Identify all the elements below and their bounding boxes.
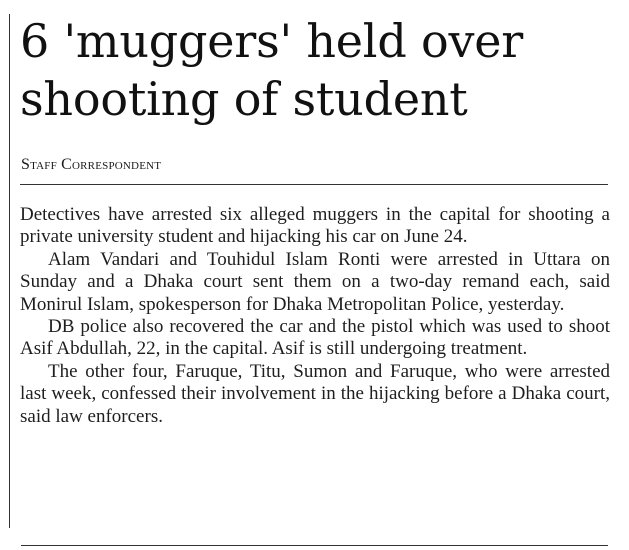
article-body — [20, 204, 610, 428]
headline-line-1: 6 'muggers' held over — [20, 14, 524, 68]
headline-line-2: shooting of student — [20, 72, 468, 126]
paragraph-1: Detectives have arrested six alleged muggers in the capital for shooting a private university student and hijacking his car on June 24. — [20, 204, 610, 248]
paragraph-4: The other four, Faruque, Titu, Sumon and Faruque, who were arrested last week, confessed their involvement in the hijacking before a Dhaka court, said law enforcers. — [20, 360, 610, 427]
article-headline — [20, 12, 523, 128]
paragraph-3: DB police also recovered the car and the pistol which was used to shoot Asif Abdullah, 22, in the capital. Asif is still undergoing treatment. — [20, 316, 610, 360]
left-column-rule — [9, 14, 10, 528]
bottom-divider — [21, 545, 608, 546]
article-byline: Staff Correspondent — [21, 156, 162, 173]
paragraph-2: Alam Vandari and Touhidul Islam Ronti were arrested in Uttara on Sunday and a Dhaka court sent them on a two-day remand each, said Monirul Islam, spokesperson for Dhaka Metropolitan Police, yesterday. — [20, 248, 610, 315]
byline-divider — [20, 184, 608, 185]
